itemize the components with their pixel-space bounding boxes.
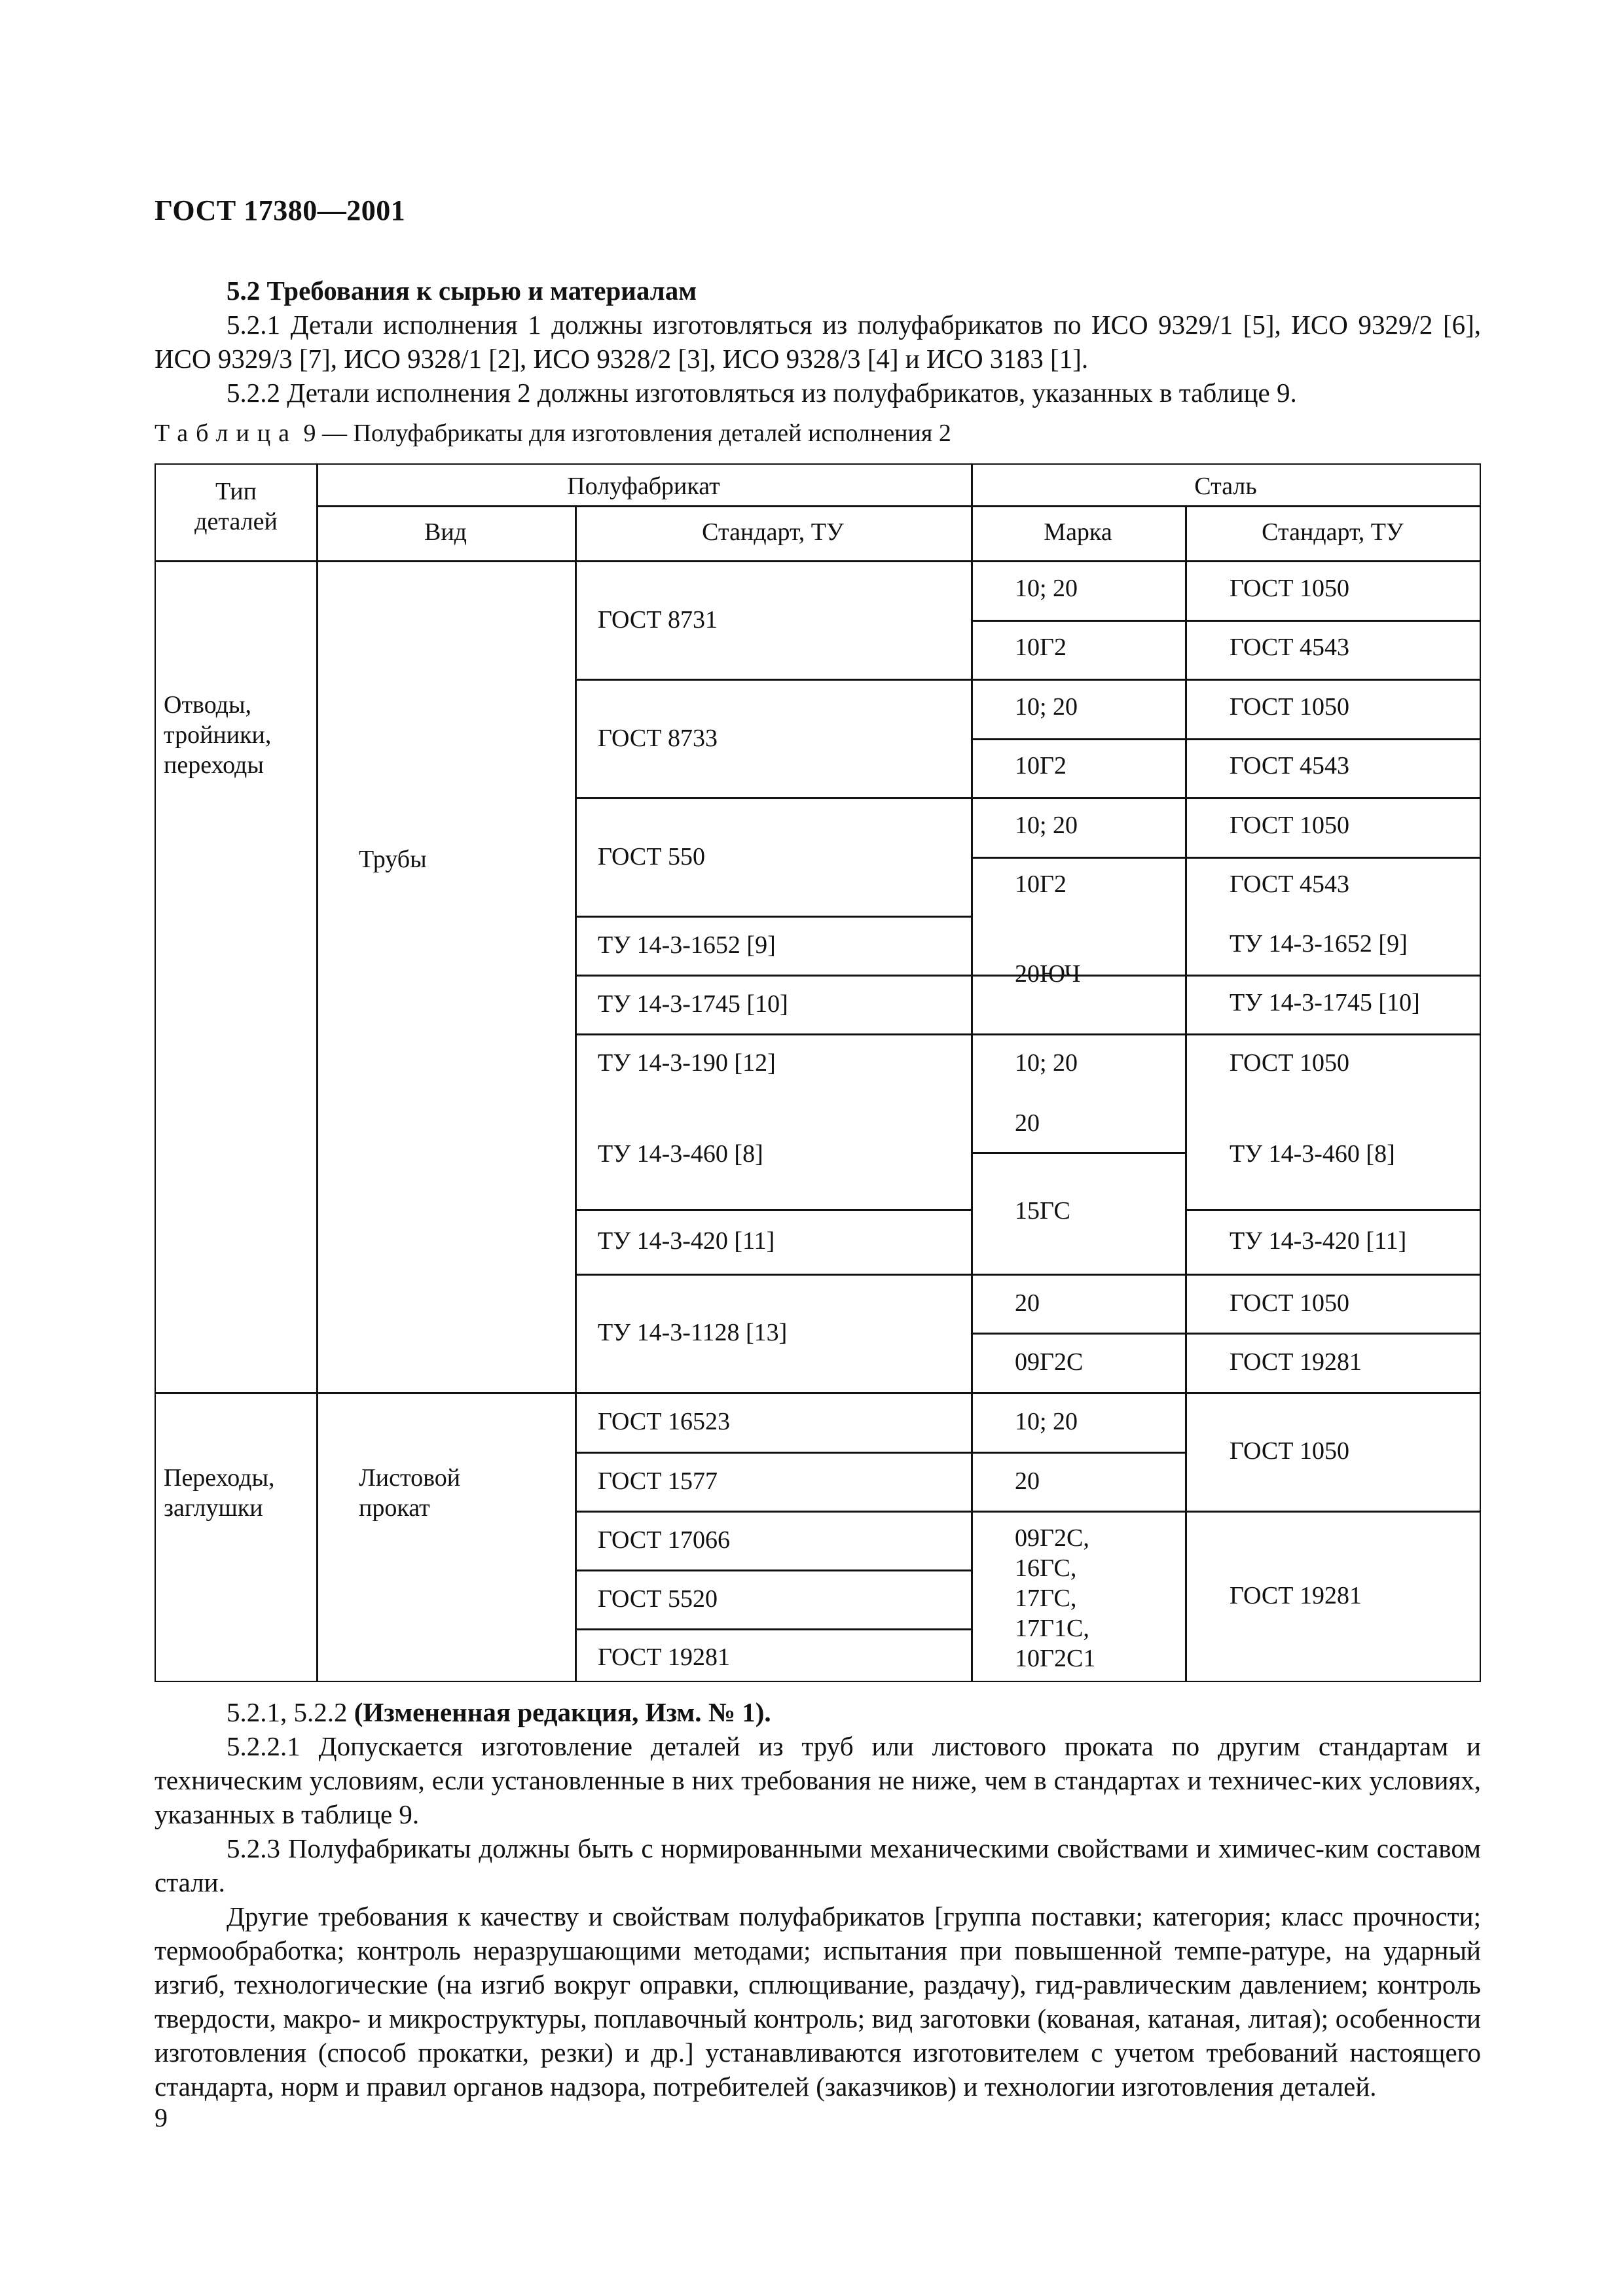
grade-cell: 09Г2С [1015,1348,1084,1376]
document-header: ГОСТ 17380—2001 [155,194,406,226]
steel-standard-cell: ГОСТ 1050 [1230,1049,1349,1077]
grade-cell: 20 [1015,1289,1040,1317]
standard-cell: ГОСТ 1577 [598,1467,718,1495]
steel-standard-cell: ТУ 14-3-1652 [9] [1230,930,1408,958]
grade-multi-line2: 16ГС, [1015,1554,1077,1582]
grade-cell: 10Г2 [1015,634,1067,661]
paragraph-5-2-1: 5.2.1 Детали исполнения 1 должны изготовляться из полуфабрикатов по ИСО 9329/1 [5], ИСО 9329/2 [6], ИСО 9329/3 [7], ИСО 9328/1 [2], ИСО 9328/2 [3], ИСО 9328/3 [4] и ИСО 3183 [1]. [155,310,1481,374]
grade-cell: 20 [1015,1109,1040,1137]
grade-cell: 10Г2 [1015,752,1067,780]
standard-cell: ТУ 14-3-190 [12] [598,1049,776,1077]
header-steel-standard: Стандарт, ТУ [1262,518,1404,546]
grade-cell: 10; 20 [1015,812,1078,839]
header-kind: Вид [424,518,467,546]
header-grade: Марка [1044,518,1112,546]
grade-multi-line4: 17Г1С, [1015,1615,1089,1642]
standard-cell: ТУ 14-3-420 [11] [598,1227,775,1255]
header-type-line1: Тип [215,478,257,505]
paragraph-other-requirements: Другие требования к качеству и свойствам полуфабрикатов [группа поставки; категория; класс прочности; термообработка; контроль неразрушающими методами; испытания при повышенной темпе-ратуре, на ударный изгиб, технологические (на изгиб вокруг оправки, сплющивание, раздачу), гид-равлическим давлением; контроль твердости, макро- и микроструктуры, поплавочный контроль; вид заготовки (кованая, катаная, литая); особенности изготовления (способ прокатки, резки) и др.] устанавливаются изготовителем с учетом требований настоящего стандарта, норм и правил органов надзора, потребителей (заказчиков) и технологии изготовления деталей. [155,1901,1481,2102]
table-9 [155,463,1481,1682]
group1-kind: Трубы [359,846,427,873]
steel-standard-cell: ГОСТ 19281 [1230,1348,1362,1376]
standard-cell: ГОСТ 19281 [598,1643,730,1671]
steel-standard-cell: ГОСТ 19281 [1230,1582,1362,1609]
grade-cell: 10; 20 [1015,1408,1078,1435]
steel-standard-cell: ГОСТ 1050 [1230,1289,1349,1317]
table-caption [155,419,951,448]
grade-cell: 10; 20 [1015,1049,1078,1077]
standard-cell: ГОСТ 5520 [598,1585,718,1613]
grade-cell: 10; 20 [1015,575,1078,602]
grade-multi-line1: 09Г2С, [1015,1524,1089,1552]
steel-standard-cell: ГОСТ 4543 [1230,752,1349,780]
standard-cell: ГОСТ 17066 [598,1526,730,1554]
group1-type-line1: Отводы, [164,691,252,719]
table-caption-rest: 9 — Полуфабрикаты для изготовления деталей исполнения 2 [297,420,951,447]
header-standard: Стандарт, ТУ [702,518,844,546]
standard-cell: ГОСТ 550 [598,843,705,870]
steel-standard-cell: ТУ 14-3-1745 [10] [1230,989,1420,1016]
standard-cell: ТУ 14-3-1128 [13] [598,1319,788,1346]
amendment-note [227,1695,771,1729]
table-caption-word: Таблица [155,420,298,447]
header-semi-product: Полуфабрикат [567,473,720,500]
steel-standard-cell: ГОСТ 1050 [1230,1437,1349,1465]
group1-type-line3: переходы [164,751,264,779]
group2-kind-line1: Листовой [359,1464,461,1492]
standard-cell: ГОСТ 8731 [598,606,718,634]
paragraph-5-2-3: 5.2.3 Полуфабрикаты должны быть с нормированными механическими свойствами и химичес-ким составом стали. [155,1833,1481,1897]
standard-cell: ТУ 14-3-1652 [9] [598,931,776,959]
page-number: 9 [155,2103,168,2132]
grade-cell: 10Г2 [1015,870,1067,898]
section-title: 5.2 Требования к сырью и материалам [227,276,697,306]
amendment-bold: (Измененная редакция, Изм. № 1). [354,1697,771,1727]
group1-type-line2: тройники, [164,721,272,749]
grade-multi-line5: 10Г2С1 [1015,1645,1096,1672]
standard-cell: ТУ 14-3-460 [8] [598,1140,763,1168]
group2-type-line1: Переходы, [164,1464,275,1492]
steel-standard-cell: ГОСТ 1050 [1230,812,1349,839]
header-type-line2: деталей [194,508,278,535]
steel-standard-cell: ГОСТ 4543 [1230,634,1349,661]
group2-type-line2: заглушки [164,1494,263,1522]
standard-cell: ГОСТ 8733 [598,725,718,752]
standard-cell: ТУ 14-3-1745 [10] [598,990,788,1018]
steel-standard-cell: ГОСТ 1050 [1230,575,1349,602]
paragraph-5-2-2-1: 5.2.2.1 Допускается изготовление деталей из труб или листового проката по другим стандартам и техническим условиям, если установленные в них требования не ниже, чем в стандартах и техничес-ких условиях, указанных в таблице 9. [155,1731,1481,1829]
grade-cell: 20ЮЧ [1015,960,1081,988]
steel-standard-cell: ТУ 14-3-460 [8] [1230,1140,1395,1168]
grade-multi-line3: 17ГС, [1015,1585,1077,1612]
grade-cell: 15ГС [1015,1197,1070,1225]
amendment-prefix: 5.2.1, 5.2.2 [227,1697,354,1727]
grade-cell: 20 [1015,1467,1040,1495]
grade-cell: 10; 20 [1015,693,1078,721]
steel-standard-cell: ТУ 14-3-420 [11] [1230,1227,1407,1255]
steel-standard-cell: ГОСТ 4543 [1230,870,1349,898]
paragraph-5-2-2: 5.2.2 Детали исполнения 2 должны изготовляться из полуфабрикатов, указанных в таблице 9. [227,378,1297,408]
group2-kind-line2: прокат [359,1494,430,1522]
steel-standard-cell: ГОСТ 1050 [1230,693,1349,721]
header-steel: Сталь [1194,473,1257,500]
standard-cell: ГОСТ 16523 [598,1408,730,1435]
